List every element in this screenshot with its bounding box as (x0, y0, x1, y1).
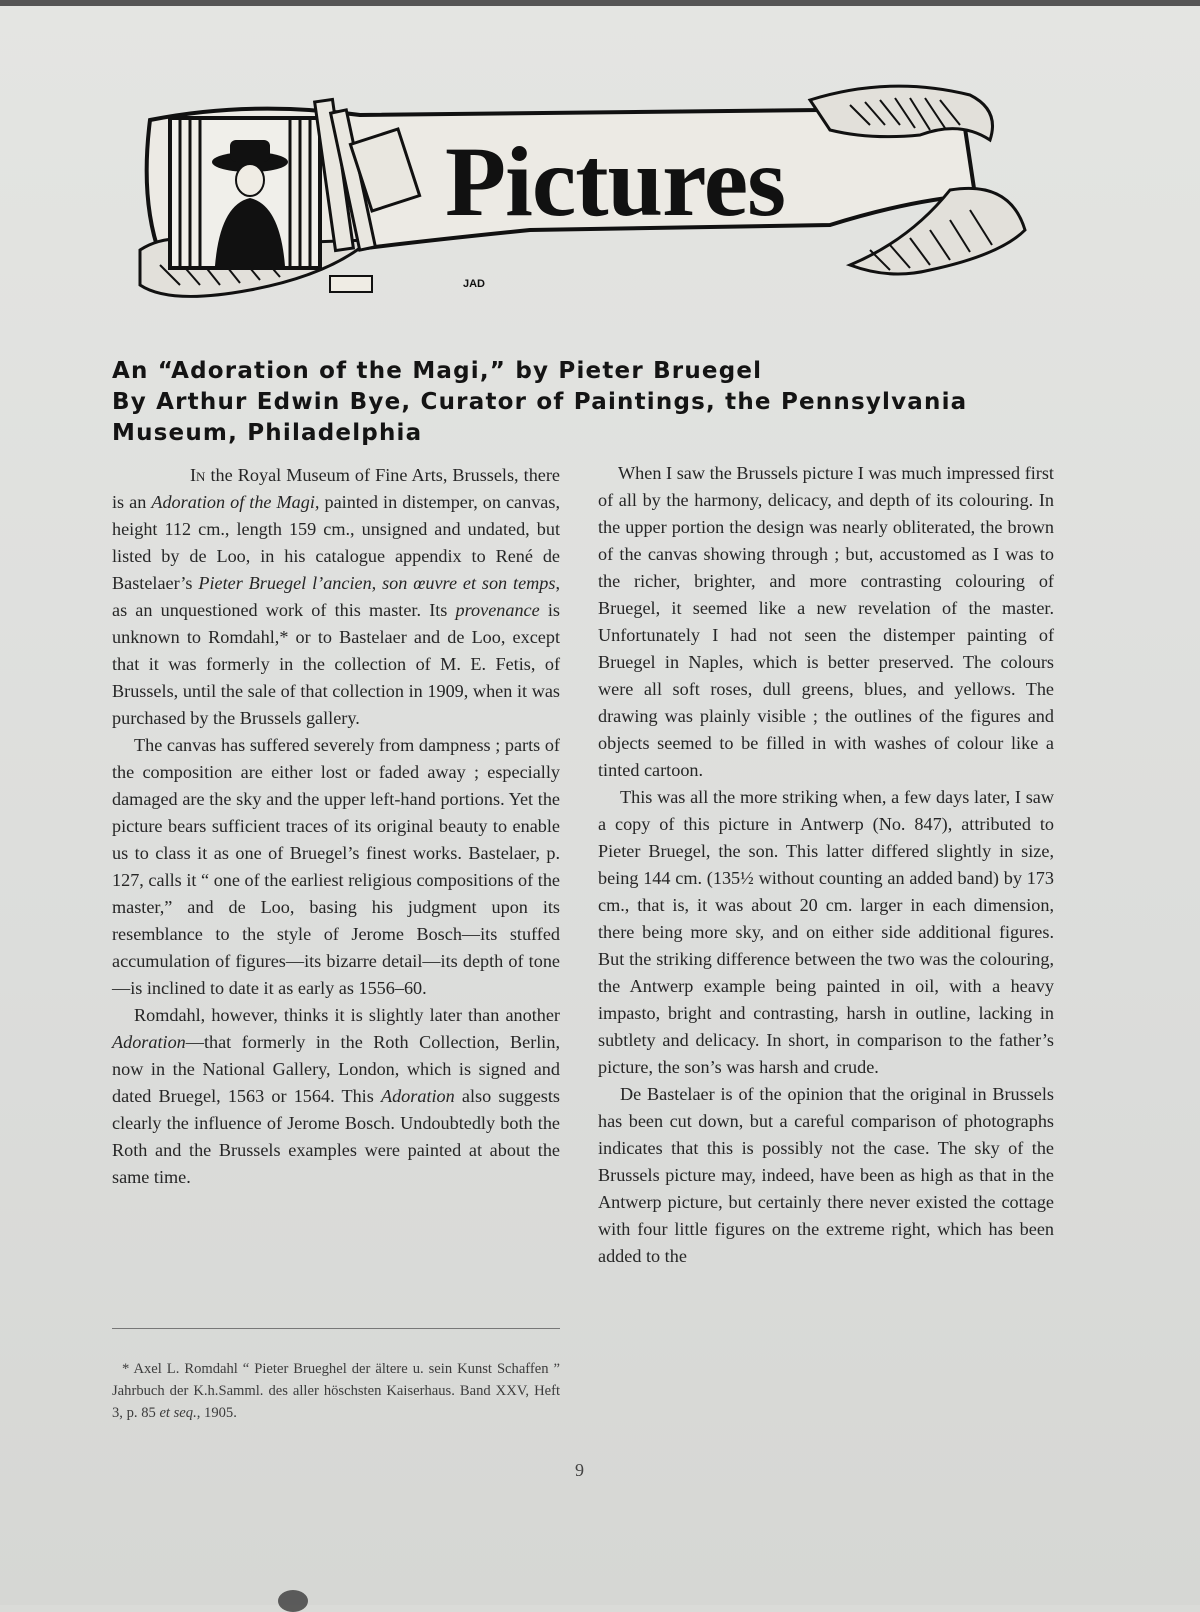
italic-title: Adoration (380, 1086, 455, 1106)
article-title: An “Adoration of the Magi,” by Pieter Bruegel (112, 358, 763, 384)
paragraph: De Bastelaer is of the opinion that the original in Brussels has been cut down, but a careful comparison of photographs indicates that this is possibly not the case. The sky of the Brussels picture may, indeed, have been as high as that in the Antwerp picture, but certainly there never existed the cottage with four little figures on the extreme right, which has been added to the (598, 1084, 1054, 1266)
paragraph: The canvas has suffered severely from dampness ; parts of the composition are either lost or faded away ; especially damaged are the sky and the upper left-hand portions. Yet the picture bears sufficient traces of its original beauty to enable us to class it as one of Bruegel’s finest works. Bastelaer, p. 127, calls it “ one of the earliest religious compositions of the master,” and de Loo, basing his judgment upon its resemblance to the style of Jerome Bosch—its stuffed accumulation of figures—its bizarre detail—its depth of tone—is inclined to date it as early as 1556–60. (112, 735, 560, 998)
paragraph: When I saw the Brussels picture I was much impressed first of all by the harmony, delicacy, and depth of its colouring. In the upper portion the design was nearly obliterated, the brown of the canvas showing through ; but, accustomed as I was to the richer, brighter, and more contrasting colouring of Bruegel, it seemed like a new revelation of the master. Unfortunately I had not seen the distemper painting of Bruegel in Naples, which is better preserved. The colours were all soft roses, dull greens, blues, and yellows. The drawing was plainly visible ; the outlines of the figures and objects seemed to be filled in with washes of colour like a tinted cartoon. (598, 463, 1054, 780)
dropcap: In (190, 465, 206, 485)
text-run: —that formerly in the Roth Collection, Berlin, now in the National Gallery, London, which is signed and dated Bruegel, 1563 or 1564. This (112, 1032, 560, 1106)
banner-title: Pictures (445, 126, 786, 237)
italic-title: Adoration (112, 1032, 186, 1052)
right-column (598, 460, 1054, 1270)
text-run: * Axel L. Romdahl “ Pieter Brueghel der ältere u. sein Kunst Schaffen ” Jahrbuch der K.h.Samml. des aller höschsten Kaiserhaus. Band XXV, Heft 3, p. 85 (112, 1361, 560, 1421)
article-heading (112, 356, 1072, 449)
page-number: 9 (575, 1460, 584, 1480)
italic-title: Pieter Bruegel l’ancien, son œuvre et son temps (198, 573, 556, 593)
italic-term: provenance (455, 600, 540, 620)
text-run: , as an unquestioned work of this master. Its (112, 573, 560, 620)
ink-smudge (278, 1590, 308, 1612)
footnote (112, 1358, 560, 1424)
article-byline-continued: Museum, Philadelphia (112, 420, 423, 446)
paragraph (112, 1002, 560, 1191)
italic-title: Adoration of the Magi, (151, 492, 320, 512)
paragraph: This was all the more striking when, a few days later, I saw a copy of this picture in Antwerp (No. 847), attributed to Pieter Bruegel, the son. This latter differed slightly in size, being 144 cm. (135½ without counting an added band) by 173 cm., that is, it was about 20 cm. larger in each dimension, there being more sky, and on either side additional figures. But the striking difference between the two was the colouring, the Antwerp example being painted in oil, with a heavy impasto, bright and contrasting, harsh in outline, lacking in subtlety and delicacy. In short, in comparison to the father’s picture, the son’s was harsh and crude. (598, 787, 1054, 1077)
italic-term: et seq. (159, 1405, 197, 1421)
text-run: is unknown to Romdahl,* or to Bastelaer and de Loo, except that it was formerly in the collection of M. E. Fetis, of Brussels, until the sale of that collection in 1909, when it was purchased by the Brussels gallery. (112, 600, 560, 728)
top-edge-rule (0, 0, 1200, 6)
artist-signature: JAD (463, 278, 486, 290)
left-column (112, 462, 560, 1191)
paragraph (112, 462, 560, 732)
text-run: the Royal Museum of Fine Arts, Brussels, there is an (112, 465, 560, 512)
article-byline: By Arthur Edwin Bye, Curator of Paintings, the Pennsylvania (112, 389, 968, 415)
text-run: Romdahl, however, thinks it is slightly later than another (134, 1005, 560, 1025)
text-run: also suggests clearly the influence of Jerome Bosch. Undoubtedly both the Roth and the Brussels examples were painted at about the same time. (112, 1086, 561, 1187)
text-run: painted in distemper, on canvas, height 112 cm., length 159 cm., unsigned and undated, but listed by de Loo, in his catalogue appendix to René de Bastelaer’s (112, 492, 560, 593)
text-run: , 1905. (196, 1405, 237, 1421)
footnote-divider (112, 1328, 560, 1329)
pictures-banner (130, 80, 1030, 320)
